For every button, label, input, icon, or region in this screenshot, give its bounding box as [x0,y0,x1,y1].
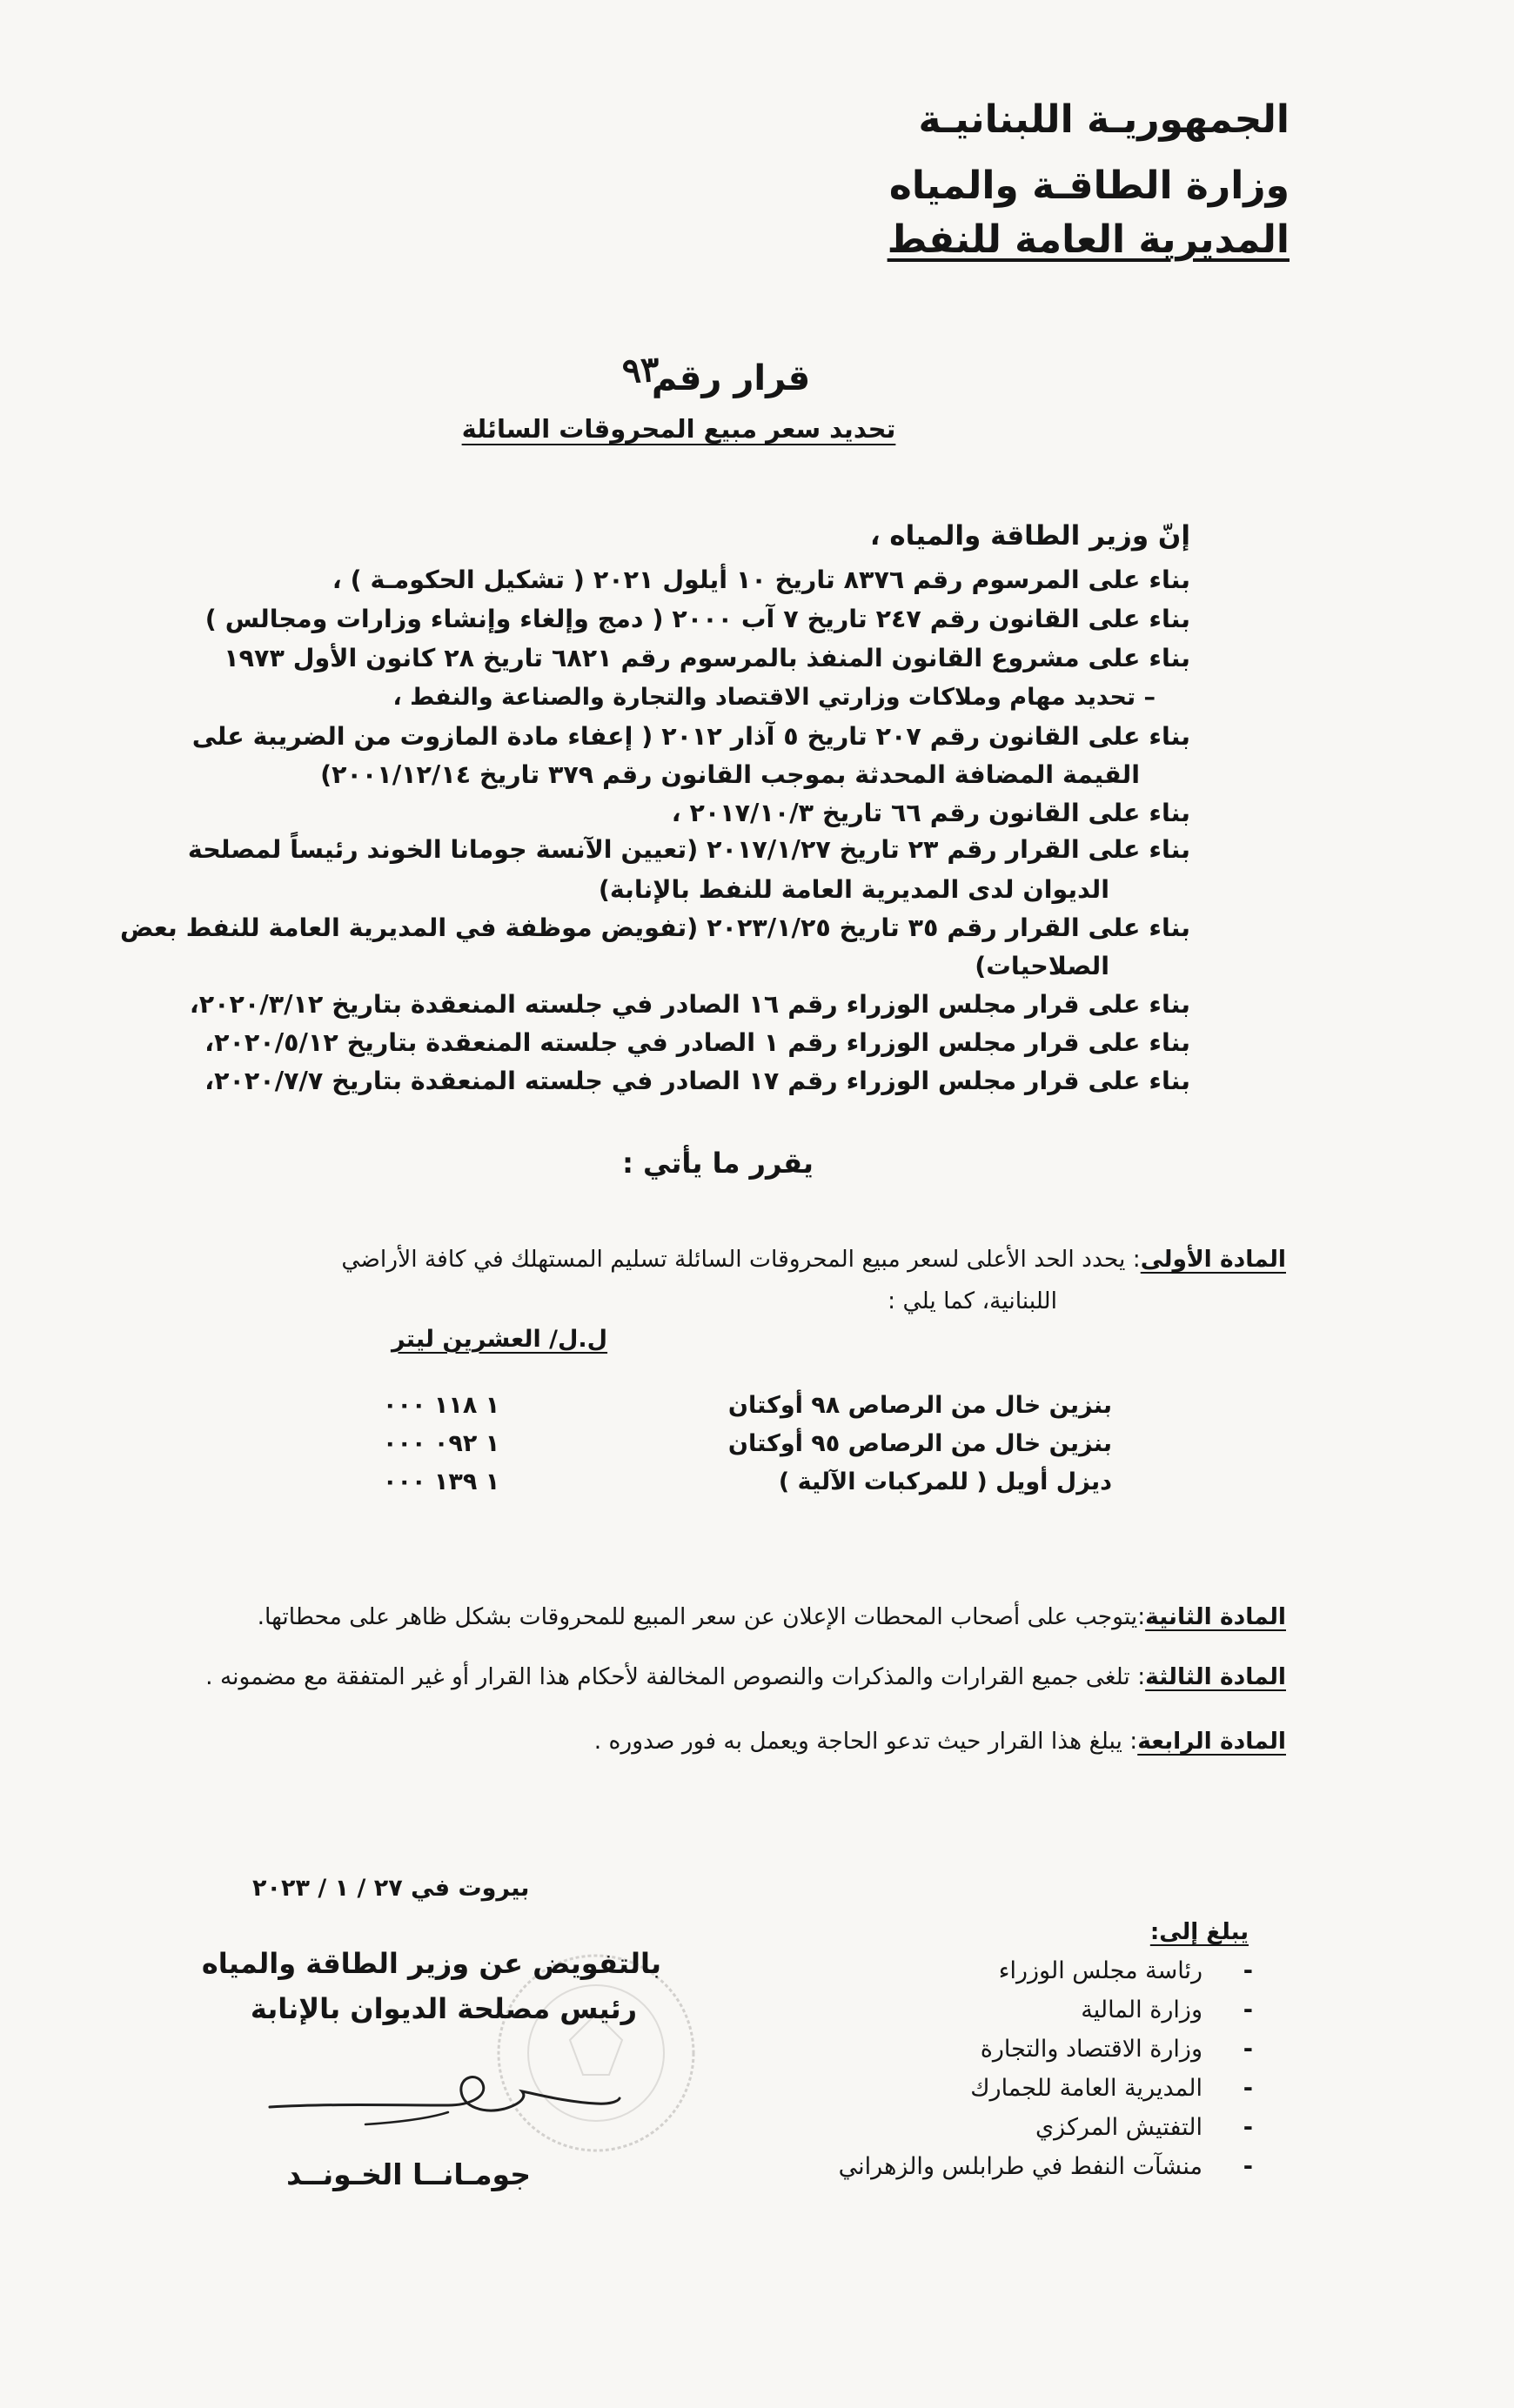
minister-line: إنّ وزير الطاقة والمياه ، [869,520,1190,552]
distribution-title: يبلغ إلى: [1149,1919,1249,1945]
preamble-line: بناء على القرار رقم ٢٣ تاريخ ٢٠١٧/١/٢٧ (تعيين الآنسة جومانا الخوند رئيساً لمصلحة [187,835,1190,864]
article-1 [341,1246,1286,1273]
header-ministry: وزارة الطاقـة والمياه [888,164,1290,208]
article-1-text: : يحدد الحد الأعلى لسعر مبيع المحروقات السائلة تسليم المستهلك في كافة الأراضي [341,1246,1141,1273]
distribution-item: المديرية العامة للجمارك [970,2075,1202,2102]
handwritten-signature [261,2053,626,2149]
price-product: بنزين خال من الرصاص ٩٥ أوكتان [727,1430,1112,1457]
preamble-line: القيمة المضافة المحدثة بموجب القانون رقم ٣٧٩ تاريخ ٢٠٠١/١٢/١٤) [320,760,1140,789]
decision-subject: تحديد سعر مبيع المحروقات السائلة [461,414,896,444]
preamble-line: بناء على قرار مجلس الوزراء رقم ١٧ الصادر في جلسته المنعقدة بتاريخ ٢٠٢٠/٧/٧، [204,1067,1190,1095]
preamble-line: – تحديد مهام وملاكات وزارتي الاقتصاد والتجارة والصناعة والنفط ، [392,684,1156,711]
price-value: ١ ١١٨ ٠٠٠ [383,1392,500,1419]
article-2 [258,1603,1286,1630]
preamble-line: بناء على القانون رقم ٦٦ تاريخ ٢٠١٧/١٠/٣ ، [671,799,1190,827]
issue-date: بيروت في ٢٧ / ١ / ٢٠٢٣ [252,1875,530,1902]
decision-label: قرار رقم [651,358,811,398]
distribution-item: رئاسة مجلس الوزراء [998,1957,1202,1984]
article-4-label: المادة الرابعة [1137,1728,1286,1755]
price-value: ١ ٠٩٢ ٠٠٠ [383,1430,500,1457]
article-2-label: المادة الثانية [1145,1603,1286,1630]
preamble-line: بناء على القرار رقم ٣٥ تاريخ ٢٠٢٣/١/٢٥ (تفويض موظفة في المديرية العامة للنفط بعض [120,913,1190,942]
distribution-item: منشآت النفط في طرابلس والزهراني [838,2153,1202,2180]
preamble-line: بناء على القانون رقم ٢٤٧ تاريخ ٧ آب ٢٠٠٠ ( دمج وإلغاء وإنشاء وزارات ومجالس ) [204,605,1190,633]
article-3-text: : تلغى جميع القرارات والمذكرات والنصوص المخالفة لأحكام هذا القرار أو غير المتفقة مع مضمونه . [205,1663,1146,1690]
preamble-line: بناء على القانون رقم ٢٠٧ تاريخ ٥ آذار ٢٠١٢ ( إعفاء مادة المازوت من الضريبة على [191,722,1190,751]
article-1-text-cont: اللبنانية، كما يلي : [888,1288,1057,1314]
article-4-text: : يبلغ هذا القرار حيث تدعو الحاجة ويعمل به فور صدوره . [593,1728,1138,1755]
preamble-line: بناء على قرار مجلس الوزراء رقم ١ الصادر في جلسته المنعقدة بتاريخ ٢٠٢٠/٥/١٢، [204,1028,1190,1057]
price-product: ديزل أويل ( للمركبات الآلية ) [778,1468,1112,1495]
article-2-text: :يتوجب على أصحاب المحطات الإعلان عن سعر المبيع للمحروقات بشكل ظاهر على محطاتها. [257,1603,1146,1630]
distribution-item: وزارة الاقتصاد والتجارة [980,2036,1202,2063]
decision-number: ٩٣ [620,348,661,392]
distribution-item: التفتيش المركزي [1035,2114,1202,2141]
preamble-line: بناء على قرار مجلس الوزراء رقم ١٦ الصادر في جلسته المنعقدة بتاريخ ٢٠٢٠/٣/١٢، [189,990,1190,1019]
signatory-line-1: بالتفويض عن وزير الطاقة والمياه [201,1947,661,1980]
signatory-name: جومـانــا الخـونــد [286,2157,531,2191]
header-republic: الجمهوريـة اللبنانيـة [918,97,1290,142]
price-unit: ل.ل/ العشرين ليتر [392,1326,608,1353]
preamble-line: بناء على مشروع القانون المنفذ بالمرسوم رقم ٦٨٢١ تاريخ ٢٨ كانون الأول ١٩٧٣ [224,644,1190,672]
article-3-label: المادة الثالثة [1145,1663,1286,1690]
preamble-line: بناء على المرسوم رقم ٨٣٧٦ تاريخ ١٠ أيلول ٢٠٢١ ( تشكيل الحكومـة ) ، [332,565,1190,594]
article-1-label: المادة الأولى [1140,1246,1286,1273]
article-3 [205,1663,1286,1690]
price-product: بنزين خال من الرصاص ٩٨ أوكتان [727,1392,1112,1419]
distribution-item: وزارة المالية [1081,1997,1202,2023]
preamble-line: الصلاحيات) [975,952,1109,980]
header-directorate: المديرية العامة للنفط [887,217,1290,262]
article-4 [594,1728,1286,1755]
signatory-line-2: رئيس مصلحة الديوان بالإنابة [250,1992,637,2025]
price-value: ١ ١٣٩ ٠٠٠ [383,1468,500,1495]
decides-heading: يقرر ما يأتي : [622,1147,814,1180]
preamble-line: الديوان لدى المديرية العامة للنفط بالإنابة) [598,875,1109,904]
